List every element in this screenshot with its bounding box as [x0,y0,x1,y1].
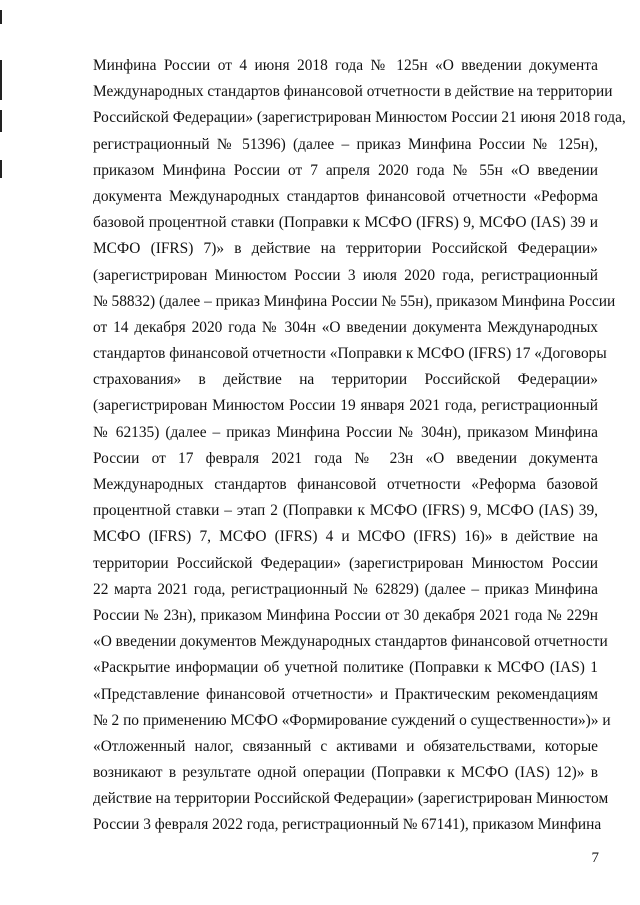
text-line: Российской Федерации» (зарегистрирован Минюстом России 21 июня 2018 года, [93,109,626,127]
text-line: от 14 декабря 2020 года № 304н «О введении документа Международных [93,318,598,336]
text-line: России 3 февраля 2022 года, регистрационный № 67141), приказом Минфина [93,816,602,834]
text-line: «О введении документов Международных стандартов финансовой отчетности [93,633,608,651]
text-line: территории Российской Федерации» (зарегистрирован Минюстом России [93,554,598,572]
text-line: Международных стандартов финансовой отчетности «Реформа базовой [93,476,598,493]
text-line: № 58832) (далее – приказ Минфина России № 55н), приказом Минфина России [93,292,616,310]
text-line: «Отложенный налог, связанный с активами и обязательствами, которые [93,737,598,755]
text-line: Минфина России от 4 июня 2018 года № 125н «О введении документа [93,57,598,74]
text-line: приказом Минфина России от 7 апреля 2020 года № 55н «О введении [93,161,598,179]
text-line: МСФО (IFRS) 7)» в действие на территории Российской Федерации» [93,240,598,258]
text-line: России № 23н), приказом Минфина России от 30 декабря 2021 года № 229н [93,606,598,624]
scan-artifact-mark [0,60,2,100]
text-line: документа Международных стандартов финансовой отчетности «Реформа [93,187,598,205]
text-line: возникают в результате одной операции (Поправки к МСФО (IAS) 12)» в [93,764,598,782]
text-line: России от 17 февраля 2021 года № 23н «О введении документа [93,449,598,467]
document-body [93,53,626,839]
text-line: (зарегистрирован Минюстом России 3 июля 2020 года, регистрационный [93,266,598,284]
scan-artifact-mark [0,160,2,178]
text-line: № 2 по применению МСФО «Формирование суждений о существенности»)» и [93,711,611,729]
text-line: МСФО (IFRS) 7, МСФО (IFRS) 4 и МСФО (IFRS) 16)» в действие на [93,528,598,546]
scan-artifact-mark [0,110,2,132]
text-line: № 62135) (далее – приказ Минфина России № 304н), приказом Минфина [93,423,598,441]
scan-artifact-mark [0,10,2,24]
text-line: 22 марта 2021 года, регистрационный № 62829) (далее – приказ Минфина [93,580,598,598]
text-line: «Представление финансовой отчетности» и Практическим рекомендациям [93,685,598,703]
page-number: 7 [591,850,599,866]
text-line: регистрационный № 51396) (далее – приказ Минфина России № 125н), [93,135,598,153]
text-line: процентной ставки – этап 2 (Поправки к МСФО (IFRS) 9, МСФО (IAS) 39, [93,502,598,520]
text-line: «Раскрытие информации об учетной политике (Поправки к МСФО (IAS) 1 [93,659,598,677]
text-line: действие на территории Российской Федерации» (зарегистрирован Минюстом [93,790,609,808]
text-line: (зарегистрирован Минюстом России 19 января 2021 года, регистрационный [93,397,598,415]
text-line: страхования» в действие на территории Российской Федерации» [93,371,598,389]
text-line: стандартов финансовой отчетности «Поправки к МСФО (IFRS) 17 «Договоры [93,345,607,363]
text-line: базовой процентной ставки (Поправки к МСФО (IFRS) 9, МСФО (IAS) 39 и [93,214,598,232]
text-line: Международных стандартов финансовой отчетности в действие на территории [93,83,613,101]
